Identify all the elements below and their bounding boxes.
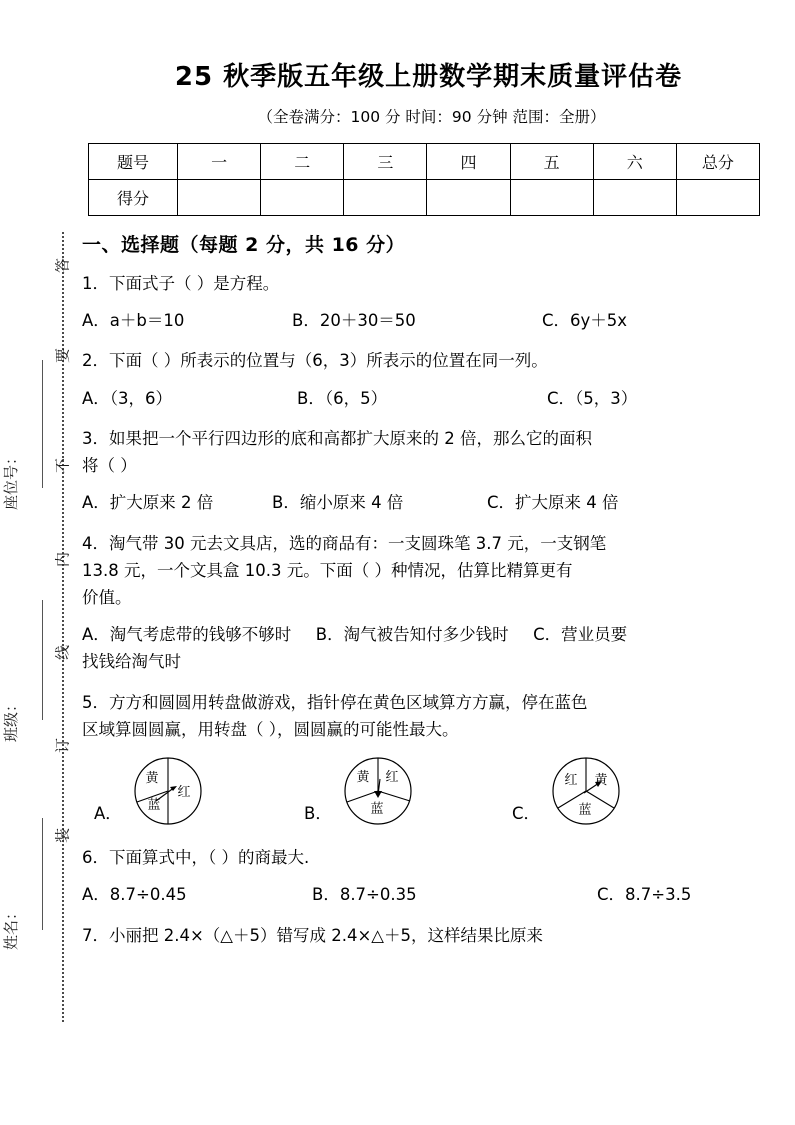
score-cell-2[interactable] — [344, 180, 427, 216]
field-label-seat-number: 座位号： — [2, 449, 20, 510]
question-6-stem: 6．下面算式中，（ ）的商最大. — [82, 848, 310, 868]
score-cell-1[interactable] — [261, 180, 344, 216]
question-3-option-a[interactable]: A．扩大原来 2 倍 — [82, 493, 214, 513]
question-6-option-c[interactable]: C．8.7÷3.5 — [597, 885, 692, 905]
question-5-option-b-label: B． — [304, 803, 332, 823]
score-table-col-6: 总分 — [676, 144, 759, 180]
question-5-spinner-row — [82, 749, 795, 831]
spinner-b-sector-yellow: 黄 — [356, 770, 370, 786]
question-4-option-b[interactable]: B．淘气被告知付多少钱时 — [315, 625, 509, 645]
question-6-options — [82, 881, 795, 908]
seal-char-5: 订 — [53, 738, 72, 754]
question-5 — [82, 689, 795, 831]
seal-char-6: 装 — [53, 828, 72, 844]
question-6-option-a[interactable]: A．8.7÷0.45 — [82, 885, 187, 905]
spinner-a-sector-red: 红 — [177, 785, 191, 801]
question-1-option-c[interactable]: C．6y＋5x — [542, 311, 628, 331]
section-heading-choice: 一、选择题（每题 2 分，共 16 分） — [82, 234, 406, 256]
score-table-col-2: 三 — [344, 144, 427, 180]
spinner-b-sector-blue: 蓝 — [370, 802, 384, 818]
question-5-option-a-label: A． — [94, 803, 122, 823]
field-rule-name — [42, 818, 43, 930]
spinner-diagram-b — [338, 751, 418, 831]
question-1 — [82, 270, 795, 334]
question-6-option-b[interactable]: B．8.7÷0.35 — [312, 885, 417, 905]
question-2-option-a[interactable]: A．（3，6） — [82, 388, 173, 408]
question-1-options — [82, 307, 795, 334]
exam-sheet — [80, 0, 795, 1125]
question-4-stem-line-3: 价值。 — [82, 587, 132, 607]
question-4-option-c-wrap[interactable]: 找钱给淘气时 — [82, 652, 181, 672]
score-table-col-4: 五 — [510, 144, 593, 180]
spinner-c-sector-blue: 蓝 — [578, 803, 592, 819]
score-cell-4[interactable] — [510, 180, 593, 216]
question-3-option-b[interactable]: B．缩小原来 4 倍 — [272, 493, 404, 513]
page-subtitle: （全卷满分：100 分 时间：90 分钟 范围：全册） — [257, 108, 606, 126]
score-cell-6[interactable] — [676, 180, 759, 216]
question-1-option-a[interactable]: A．a＋b＝10 — [82, 311, 185, 331]
score-table-col-1: 二 — [261, 144, 344, 180]
spinner-diagram-c — [546, 751, 626, 831]
question-1-stem: 1．下面式子（ ）是方程。 — [82, 274, 280, 293]
binding-margin — [0, 0, 80, 1125]
question-3-stem-line-2: 将（ ） — [82, 456, 137, 476]
score-table-col-0: 一 — [178, 144, 261, 180]
seal-char-0: 答 — [53, 258, 72, 274]
seal-char-2: 不 — [53, 458, 72, 474]
question-6 — [82, 844, 795, 908]
score-cell-5[interactable] — [593, 180, 676, 216]
seal-char-1: 要 — [53, 348, 72, 364]
question-5-stem-line-2: 区域算圆圆赢，用转盘（ ），圆圆赢的可能性最大。 — [82, 719, 459, 739]
question-5-choice-a[interactable] — [94, 751, 208, 831]
score-table — [88, 143, 760, 216]
score-cell-0[interactable] — [178, 180, 261, 216]
spinner-c-sector-red: 红 — [564, 773, 578, 789]
question-4 — [82, 530, 795, 676]
question-5-choice-b[interactable] — [304, 751, 418, 831]
score-table-col-5: 六 — [593, 144, 676, 180]
seal-char-3: 内 — [53, 552, 72, 568]
question-7 — [82, 922, 795, 949]
question-1-option-b[interactable]: B．20＋30＝50 — [292, 311, 416, 331]
question-2-options — [82, 385, 795, 412]
question-5-choice-c[interactable] — [512, 751, 626, 831]
question-4-stem-line-2: 13.8 元，一个文具盒 10.3 元。下面（ ）种情况，估算比精算更有 — [82, 560, 573, 580]
spinner-b-sector-red: 红 — [385, 770, 399, 786]
question-5-stem-line-1: 5．方方和圆圆用转盘做游戏，指针停在黄色区域算方方赢，停在蓝色 — [82, 692, 588, 712]
question-5-option-c-label: C． — [512, 803, 541, 823]
question-7-stem: 7．小丽把 2.4×（△＋5）错写成 2.4×△＋5，这样结果比原来 — [82, 925, 543, 945]
question-2-stem: 2．下面（ ）所表示的位置与（6，3）所表示的位置在同一列。 — [82, 351, 548, 371]
score-table-row-label-1: 得分 — [89, 180, 178, 216]
question-4-stem-line-1: 4．淘气带 30 元去文具店，选的商品有：一支圆珠笔 3.7 元，一支钢笔 — [82, 533, 607, 553]
field-label-name: 姓名： — [2, 904, 20, 950]
score-table-col-3: 四 — [427, 144, 510, 180]
question-2 — [82, 347, 795, 411]
field-rule-seat-number — [42, 360, 43, 488]
spinner-a-sector-blue: 蓝 — [147, 798, 161, 814]
question-3-option-c[interactable]: C．扩大原来 4 倍 — [487, 493, 619, 513]
question-4-options — [82, 621, 795, 675]
question-2-option-c[interactable]: C．（5，3） — [547, 388, 638, 408]
spinner-diagram-a — [128, 751, 208, 831]
score-table-row-label-0: 题号 — [89, 144, 178, 180]
field-label-class: 班级： — [2, 696, 20, 742]
question-4-option-a[interactable]: A．淘气考虑带的钱够不够时 — [82, 625, 292, 645]
question-3-stem-line-1: 3．如果把一个平行四边形的底和高都扩大原来的 2 倍，那么它的面积 — [82, 428, 592, 448]
table-row — [89, 180, 760, 216]
table-row — [89, 144, 760, 180]
question-3 — [82, 425, 795, 517]
field-rule-class — [42, 600, 43, 720]
question-2-option-b[interactable]: B．（6，5） — [297, 388, 388, 408]
question-3-options — [82, 489, 795, 516]
seal-char-4: 线 — [53, 645, 72, 661]
question-4-option-c[interactable]: C．营业员要 — [533, 625, 628, 645]
spinner-c-sector-yellow: 黄 — [594, 773, 608, 789]
page-title: 25 秋季版五年级上册数学期末质量评估卷 — [174, 62, 683, 92]
spinner-a-sector-yellow: 黄 — [145, 771, 159, 787]
score-cell-3[interactable] — [427, 180, 510, 216]
